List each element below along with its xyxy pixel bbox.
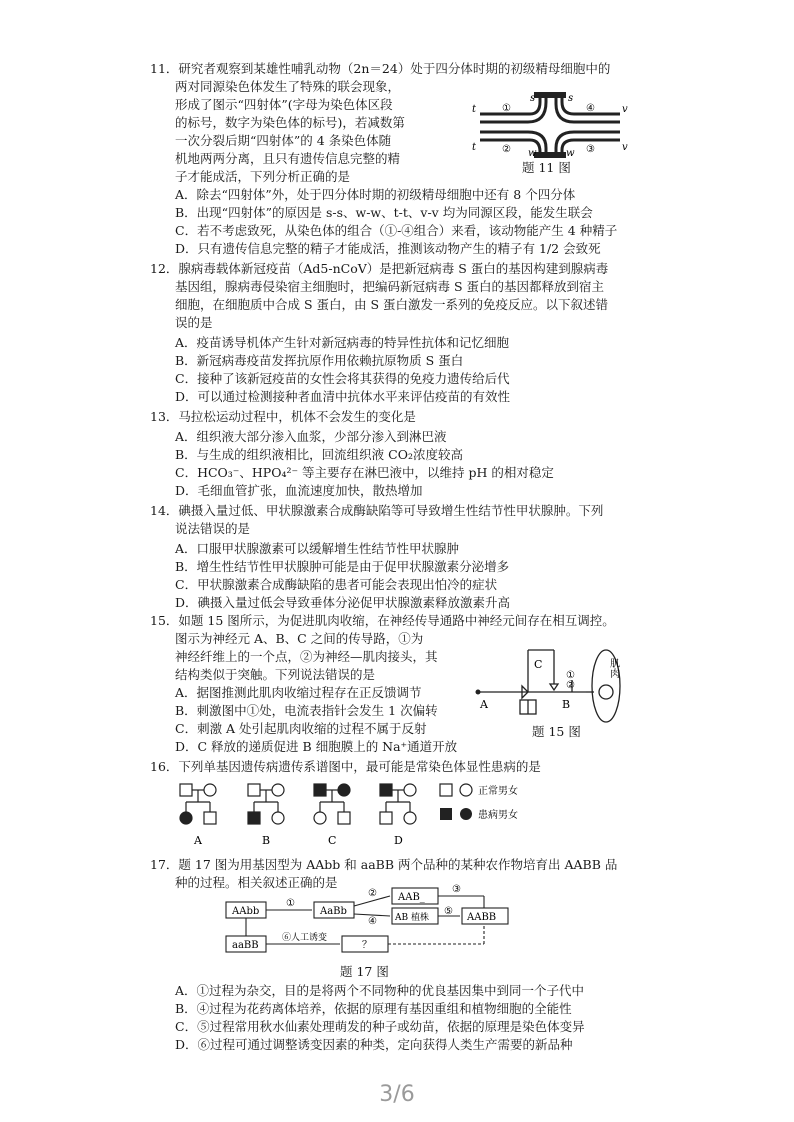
q12-option-b: B．新冠病毒疫苗发挥抗原作用依赖抗原物质 S 蛋白 <box>175 353 464 368</box>
fig15-label-muscle: 肌肉 <box>607 658 619 678</box>
fig-label-4: ④ <box>586 103 595 114</box>
q17-option-b: B．④过程为花药离体培养，依据的原理有基因重组和植物细胞的全能性 <box>175 1001 572 1016</box>
box-aab: AAB_ <box>398 892 425 903</box>
q15-option-b: B．刺激图中①处，电流表指针会发生 1 次偏转 <box>175 703 438 718</box>
q11-stem-line: 形成了图示“四射体”(字母为染色体区段 <box>175 97 393 112</box>
fig-label-t: t <box>472 142 477 153</box>
q11-figure-caption: 题 11 图 <box>522 160 571 175</box>
box-unknown: ？ <box>362 940 372 951</box>
fig-label-v: v <box>622 142 628 153</box>
legend-normal: 正常男女 <box>478 786 518 797</box>
q11-option-d: D．只有遗传信息完整的精子才能成活，推测该动物产生的精子有 1/2 会致死 <box>175 241 601 256</box>
box-aabb-start: AAbb <box>232 906 260 917</box>
q15-option-d: D．C 释放的递质促进 B 细胞膜上的 Na⁺通道开放 <box>175 739 458 754</box>
q11-stem-line: 的标号，数字为染色体的标号)，若减数第 <box>175 115 405 130</box>
q12-stem-line: 误的是 <box>175 315 213 330</box>
fig-label-1: ① <box>502 103 511 114</box>
q15-stem-line: 图示为神经元 A、B、C 之间的传导路，①为 <box>175 631 424 646</box>
q16-stem-line: 16．下列单基因遗传病遗传系谱图中，最可能是常染色体显性患病的是 <box>150 759 541 774</box>
q13-option-b: B．与生成的组织液相比，回流组织液 CO₂浓度较高 <box>175 447 463 462</box>
q17-option-c: C．⑤过程常用秋水仙素处理萌发的种子或幼苗，依据的原理是染色体变异 <box>175 1019 585 1034</box>
q11-option-c: C．若不考虑致死，从染色体的组合（①-④组合）来看，该动物能产生 4 种精子 <box>175 223 618 238</box>
step-5: ⑤ <box>444 906 453 917</box>
q11-stem-line: 11．研究者观察到某雄性哺乳动物（2n＝24）处于四分体时期的初级精母细胞中的 <box>150 61 611 76</box>
fig-label-v: v <box>622 104 628 115</box>
q13-option-c: C．HCO₃⁻、HPO₄²⁻ 等主要存在淋巴液中，以维持 pH 的相对稳定 <box>175 465 554 480</box>
pedigree-label-d: D <box>394 834 403 847</box>
q14-option-b: B．增生性结节性甲状腺肿可能是由于促甲状腺激素分泌增多 <box>175 559 510 574</box>
fig15-label-1: ① <box>566 670 575 681</box>
q17-stem-line: 种的过程。相关叙述正确的是 <box>175 875 338 890</box>
fig-label-w: w <box>566 148 575 158</box>
fig15-label-a: A <box>480 698 488 711</box>
q17-option-d: D．⑥过程可通过调整诱变因素的种类，定向获得人类生产需要的新品种 <box>175 1037 573 1052</box>
step-3: ③ <box>452 884 461 895</box>
q13-option-a: A．组织液大部分渗入血浆，少部分渗入到淋巴液 <box>175 429 447 444</box>
q15-stem-line: 神经纤维上的一个点，②为神经—肌肉接头，其 <box>175 649 438 664</box>
q15-neural-pathway-figure <box>470 636 640 726</box>
q15-stem-line: 15．如题 15 图所示，为促进肌肉收缩，在神经传导通路中神经元间存在相互调控。 <box>150 613 615 628</box>
q11-stem-line: 机地两两分离，且只有遗传信息完整的精 <box>175 151 401 166</box>
q15-option-a: A．据图推测此肌肉收缩过程存在正反馈调节 <box>175 685 422 700</box>
q14-stem-line: 14．碘摄入量过低、甲状腺激素合成酶缺陷等可导致增生性结节性甲状腺肿。下列 <box>150 503 604 518</box>
q11-stem-line: 两对同源染色体发生了特殊的联会现象， <box>175 79 401 94</box>
q11-option-a: A．除去“四射体”外，处于四分体时期的初级精母细胞中还有 8 个四分体 <box>175 187 576 202</box>
legend-affected: 患病男女 <box>478 810 518 821</box>
q12-stem-line: 基因组，腺病毒侵染宿主细胞时，把编码新冠病毒 S 蛋白的基因都释放到宿主 <box>175 279 605 294</box>
fig15-label-2: ② <box>566 680 575 691</box>
page-indicator: 3/6 <box>379 1082 415 1107</box>
pedigree-label-b: B <box>262 834 271 847</box>
step-2: ② <box>368 888 377 899</box>
q12-stem-line: 12．腺病毒载体新冠疫苗（Ad5-nCoV）是把新冠病毒 S 蛋白的基因构建到腺病毒 <box>150 261 609 276</box>
pedigree-label-c: C <box>328 834 337 847</box>
q15-stem-line: 结构类似于突触。下列说法错误的是 <box>175 667 376 682</box>
q12-option-c: C．接种了该新冠疫苗的女性会将其获得的免疫力遗传给后代 <box>175 371 510 386</box>
q11-stem-line: 一次分裂后期“四射体”的 4 条染色体随 <box>175 133 392 148</box>
pedigree-label-a: A <box>194 834 202 847</box>
fig15-label-b: B <box>562 698 571 711</box>
fig-label-2: ② <box>502 144 511 155</box>
q12-option-a: A．疫苗诱导机体产生针对新冠病毒的特异性抗体和记忆细胞 <box>175 335 510 350</box>
q11-stem-line: 子才能成活，下列分析正确的是 <box>175 169 351 184</box>
box-ab-plant: AB 植株 <box>395 913 429 923</box>
q13-option-d: D．毛细血管扩张，血流速度加快，散热增加 <box>175 483 423 498</box>
q13-stem-line: 13．马拉松运动过程中，机体不会发生的变化是 <box>150 409 416 424</box>
fig-label-s: s <box>568 93 574 104</box>
q14-option-c: C．甲状腺激素合成酶缺陷的患者可能会表现出怕冷的症状 <box>175 577 498 592</box>
box-aabb-target: AABB <box>467 912 497 923</box>
q15-figure-caption: 题 15 图 <box>532 724 581 739</box>
q15-option-c: C．刺激 A 处引起肌肉收缩的过程不属于反射 <box>175 721 427 736</box>
fig-label-3: ③ <box>586 144 595 155</box>
q14-stem-line: 说法错误的是 <box>175 521 251 536</box>
q14-option-a: A．口服甲状腺激素可以缓解增生性结节性甲状腺肿 <box>175 541 460 556</box>
fig15-label-c: C <box>534 658 543 671</box>
q14-option-d: D．碘摄入量过低会导致垂体分泌促甲状腺激素释放激素升高 <box>175 595 511 610</box>
fig-label-t: t <box>472 104 477 115</box>
q17-breeding-flowchart <box>222 884 522 956</box>
step-1: ① <box>286 898 295 909</box>
q17-stem-line: 17．题 17 图为用基因型为 AAbb 和 aaBB 两个品种的某种农作物培育出 AABB 品 <box>150 857 618 872</box>
q17-figure-caption: 题 17 图 <box>340 964 389 979</box>
fig-label-w: w <box>528 148 537 158</box>
fig-label-s: s <box>530 93 536 104</box>
q11-option-b: B．出现“四射体”的原因是 s-s、w-w、t-t、v-v 均为同源区段，能发生联会 <box>175 205 593 220</box>
box-aabb-f1: AaBb <box>320 906 347 917</box>
step-4: ④ <box>368 916 377 927</box>
q16-pedigree-charts <box>170 778 550 848</box>
q12-stem-line: 细胞，在细胞质中合成 S 蛋白，由 S 蛋白激发一系列的免疫反应。以下叙述错 <box>175 297 609 312</box>
q11-quadrivalent-figure <box>470 92 630 158</box>
box-aabb-parent2: aaBB <box>232 940 259 951</box>
q12-option-d: D．可以通过检测接种者血清中抗体水平来评估疫苗的有效性 <box>175 389 511 404</box>
q17-option-a: A．①过程为杂交，目的是将两个不同物种的优良基因集中到同一个子代中 <box>175 983 585 998</box>
step-6: ⑥人工诱变 <box>282 933 328 943</box>
